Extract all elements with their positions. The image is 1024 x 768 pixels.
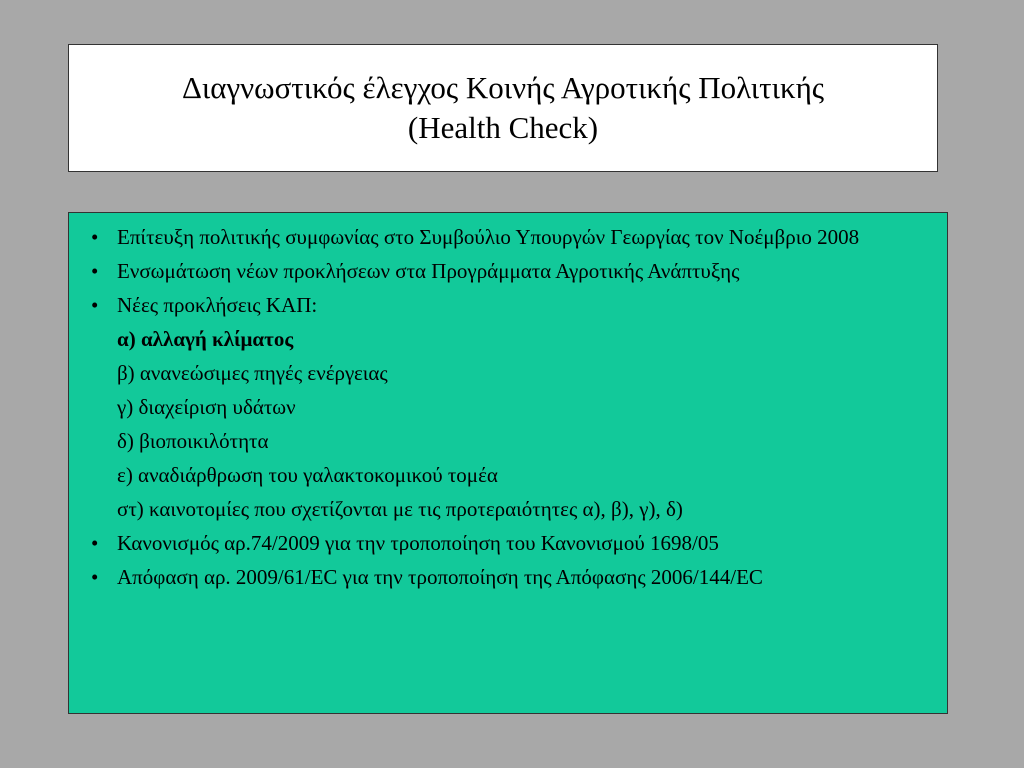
slide-title-line-2: (Health Check): [407, 110, 599, 145]
sub-item-dairy-restructuring: ε) αναδιάρθρωση του γαλακτοκομικού τομέα: [117, 463, 498, 487]
bullet-item-decision: • Απόφαση αρ. 2009/61/ΕC για την τροποποίηση της Απόφασης 2006/144/ΕC: [85, 565, 933, 589]
bullet-item-rural-programmes: • Ενσωμάτωση νέων προκλήσεων στα Προγράμματα Αγροτικής Ανάπτυξης: [85, 259, 933, 283]
slide-title-line-1: Διαγνωστικός έλεγχος Κοινής Αγροτικής Πολιτικής: [181, 70, 825, 105]
sub-item-biodiversity: δ) βιοποικιλότητα: [117, 429, 269, 453]
bullet-item-regulation: • Κανονισμός αρ.74/2009 για την τροποποίηση του Κανονισμού 1698/05: [85, 531, 933, 555]
sub-item-renewable-energy: β) ανανεώσιμες πηγές ενέργειας: [117, 361, 388, 385]
slide-title-box: [68, 44, 938, 172]
sub-item-climate-change: α) αλλαγή κλίματος: [117, 327, 294, 351]
bullet-item-new-challenges: • Νέες προκλήσεις ΚΑΠ:: [85, 293, 933, 317]
slide-content-box: [68, 212, 948, 714]
bullet-list: [85, 225, 933, 589]
sub-item-water-management: γ) διαχείριση υδάτων: [117, 395, 296, 419]
bullet-item-agreement: • Επίτευξη πολιτικής συμφωνίας στο Συμβούλιο Υπουργών Γεωργίας τον Νοέμβριο 2008: [85, 225, 933, 249]
sub-item-innovation: στ) καινοτομίες που σχετίζονται με τις προτεραιότητες α), β), γ), δ): [117, 497, 683, 521]
